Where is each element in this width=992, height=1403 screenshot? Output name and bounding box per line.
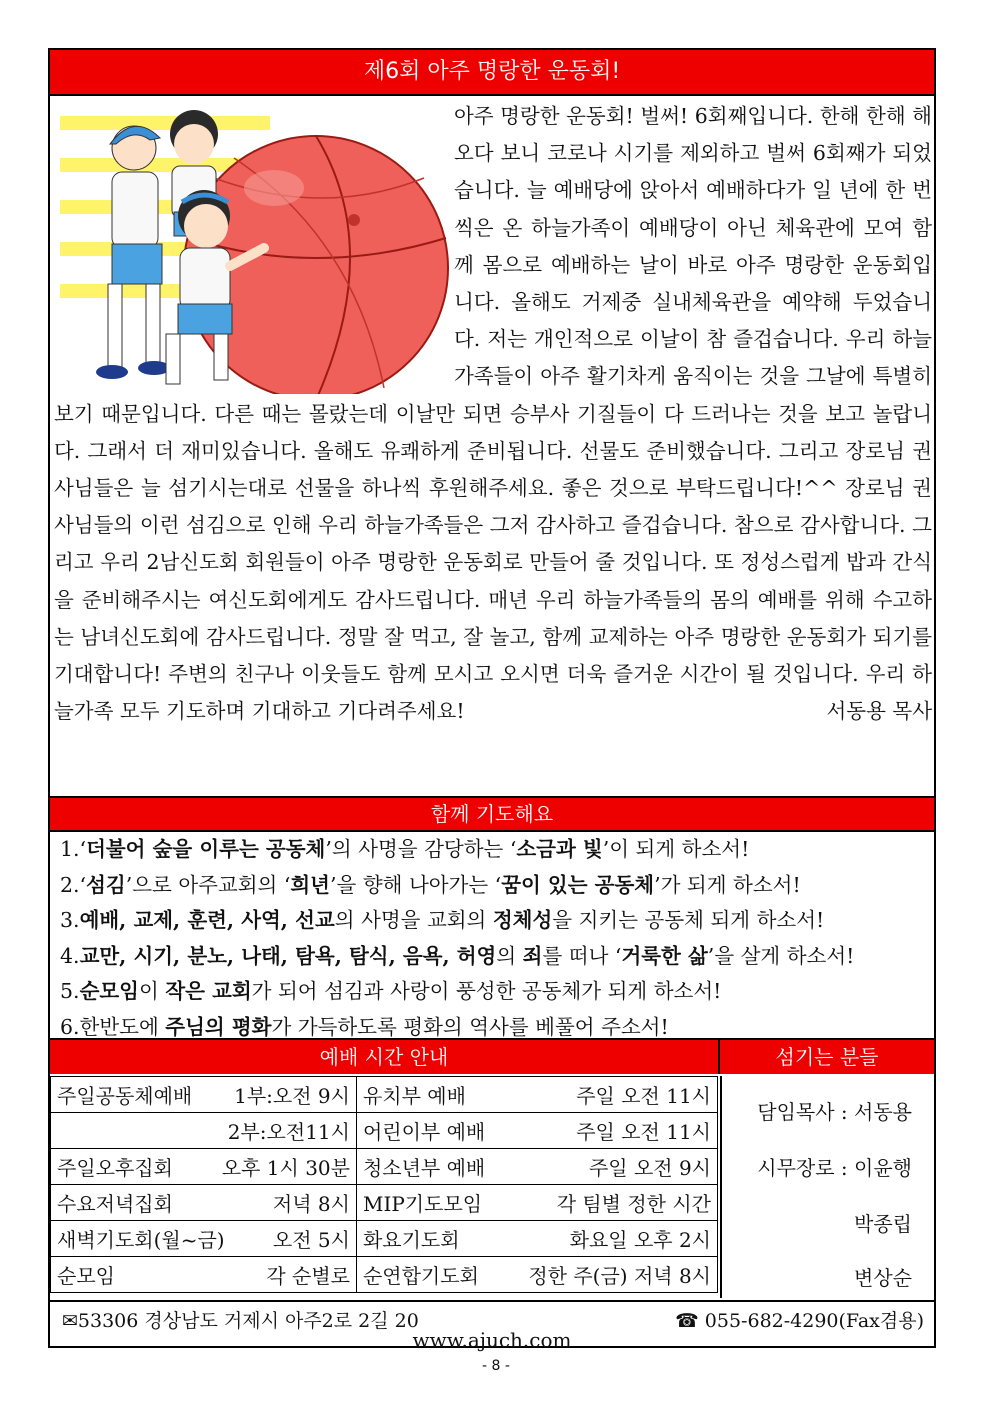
prayer-item-text: 2.‘: [60, 872, 87, 897]
schedule-row: [51, 1221, 718, 1257]
article: [50, 96, 934, 796]
children-pushing-ball-illustration: [54, 98, 454, 394]
service-name: 주일공동체예배: [57, 1084, 193, 1108]
prayer-item-text: 이: [138, 979, 166, 1004]
prayer-item-text: 주님의 평화: [165, 1014, 272, 1039]
prayer-item-text: 희년: [290, 872, 330, 897]
telephone-icon: ☎: [675, 1310, 699, 1332]
prayer-item-text: ’가 되게 하소서!: [654, 872, 801, 897]
prayer-item-text: 가 가득하도록 평화의 역사를 베풀어 주소서!: [271, 1014, 669, 1039]
article-paragraph: 아주 명랑한 운동회! 벌써! 6회째입니다. 한해 한해 해오다 보니 코로나 시기를 제외하고 벌써 6회째가 되었습니다. 늘 예배당에 앉아서 예배하다가 일 년에 한 번씩은 온 하늘가족이 예배당이 아닌 체육관에 모여 함께 몸으로 예배하는 날이 바로 아주 명랑한 운동회입니다. 올해도 거제중 실내체육관을 예약해 두었습니다. 저는 개인적으로 이날이 참 즐겁습니다. 우리 하늘가족들이 아주 활기차게 움직이는 것을 그날에 특별히 보기 때문입니다. 다른 때는 몰랐는데 이날만 되면 승부사 기질들이 다 드러나는 것을 보고 놀랍니다. 그래서 더 재미있습니다. 올해도 유쾌하게 준비됩니다. 선물도 준비했습니다. 그리고 장로님 권사님들은 늘 섬기시는대로 선물을 하나씩 후원해주세요. 좋은 것으로 부탁드립니다!^^ 장로님 권사님들의 이런 섬김으로 인해 우리 하늘가족들은 그저 감사하고 즐겁습니다. 참으로 감사합니다. 그리고 우리 2남신도회 회원들이 아주 명랑한 운동회로 만들어 줄 것입니다. 또 정성스럽게 밥과 간식을 준비해주시는 여신도회에게도 감사드립니다. 매년 우리 하늘가족들의 몸의 예배를 위해 수고하는 남녀신도회에 감사드립니다. 정말 잘 먹고, 잘 놀고, 함께 교제하는 아주 명랑한 운동회가 되기를 기대합니다! 주변의 친구나 이웃들도 함께 모시고 오시면 더욱 즐거운 시간이 될 것입니다. 우리 하늘가족 모두 기도하며 기대하고 기다려주세요!: [54, 104, 932, 724]
schedule-section: [50, 1038, 934, 1300]
service-time: 정한 주(금) 저녁 8시: [528, 1264, 711, 1288]
prayer-item-text: 4.: [60, 943, 80, 968]
schedule-row: [51, 1077, 718, 1113]
service-time: 주일 오전 9시: [588, 1156, 711, 1180]
prayer-list: [60, 832, 930, 1046]
schedule-cell: [51, 1149, 357, 1185]
servant-line: 박종립: [854, 1212, 912, 1236]
prayer-item-text: ’의 사명을 감당하는 ‘: [325, 837, 517, 861]
prayer-item-text: 3.: [60, 908, 80, 933]
schedule-table: [50, 1076, 718, 1293]
prayer-item: [60, 832, 930, 868]
prayer-item-text: 꿈이 있는 공동체: [501, 872, 655, 897]
website-url[interactable]: www.ajuch.com: [412, 1328, 572, 1352]
schedule-cell: [51, 1257, 357, 1293]
schedule-row: [51, 1185, 718, 1221]
schedule-row: [51, 1113, 718, 1149]
prayer-item: [60, 903, 930, 939]
schedule-cell: [51, 1221, 357, 1257]
schedule-heading: 예배 시간 안내: [50, 1040, 720, 1074]
prayer-item-text: 1.‘: [60, 837, 87, 861]
prayer-item-text: 작은 교회: [165, 979, 252, 1004]
schedule-cell: [356, 1185, 717, 1221]
service-name: 주일오후집회: [57, 1156, 173, 1180]
article-body: [54, 98, 932, 730]
schedule-cell: [51, 1185, 357, 1221]
service-name: 청소년부 예배: [362, 1156, 486, 1180]
service-name: 어린이부 예배: [362, 1120, 486, 1144]
page-title: 제6회 아주 명랑한 운동회!: [50, 50, 934, 96]
prayer-item-text: 5.: [60, 979, 80, 1004]
schedule-cell: [51, 1113, 357, 1149]
schedule-row: [51, 1149, 718, 1185]
servant-line: 시무장로 : 이윤행: [757, 1156, 912, 1180]
prayer-item-text: 의 사명을 교회의: [334, 908, 493, 933]
prayer-item-text: ’으로 아주교회의 ‘: [125, 872, 291, 897]
prayer-item-text: 죄: [522, 943, 543, 968]
service-name: 순연합기도회: [362, 1264, 479, 1288]
servants-list: [720, 1076, 936, 1298]
service-time: 화요일 오후 2시: [569, 1228, 711, 1252]
page-frame: [48, 48, 936, 1352]
address-text: 53306 경상남도 거제시 아주2로 2길 20: [77, 1310, 419, 1332]
service-time: 저녁 8시: [272, 1192, 350, 1216]
prayer-item-text: 섬김: [86, 872, 126, 897]
service-time: 1부:오전 9시: [234, 1084, 350, 1108]
prayer-item-text: 거룩한 삶: [621, 943, 708, 968]
phone-text: 055-682-4290(Fax겸용): [704, 1310, 924, 1332]
service-name: MIP기도모임: [362, 1192, 483, 1216]
service-name: 화요기도회: [362, 1228, 460, 1252]
schedule-cell: [356, 1113, 717, 1149]
service-time: 주일 오전 11시: [576, 1084, 711, 1108]
prayer-item-text: 예배, 교제, 훈련, 사역, 선교: [79, 908, 335, 933]
prayer-item-text: 더불어 숲을 이루는 공동체: [86, 837, 326, 861]
servants-heading: 섬기는 분들: [720, 1040, 934, 1074]
service-name: 순모임: [57, 1264, 115, 1288]
schedule-cell: [356, 1149, 717, 1185]
page-number: - 8 -: [482, 1358, 510, 1374]
service-time: 오전 5시: [272, 1228, 350, 1252]
article-signature: 서동용 목사: [826, 699, 932, 724]
service-name: 새벽기도회(월~금): [57, 1228, 225, 1252]
service-time: 2부:오전11시: [227, 1120, 350, 1144]
schedule-row: [51, 1257, 718, 1293]
service-name: 유치부 예배: [362, 1084, 466, 1108]
prayer-item-text: ’을 살게 하소서!: [707, 943, 855, 968]
footer: [50, 1300, 934, 1350]
mail-icon: ✉: [62, 1310, 78, 1332]
service-time: 주일 오전 11시: [576, 1120, 711, 1144]
schedule-cell: [356, 1077, 717, 1113]
schedule-cell: [51, 1077, 357, 1113]
prayer-item: [60, 939, 930, 975]
prayer-item-text: 순모임: [79, 979, 139, 1004]
prayer-item-text: 를 떠나 ‘: [542, 943, 622, 968]
prayer-item-text: 의: [496, 943, 523, 968]
prayer-item-text: ’이 되게 하소서!: [602, 837, 750, 861]
prayer-item-text: 소금과 빛: [516, 837, 603, 861]
prayer-item-text: 교만, 시기, 분노, 나태, 탐욕, 탐식, 음욕, 허영: [79, 943, 497, 968]
prayer-item: [60, 868, 930, 904]
servant-line: 변상순: [854, 1266, 912, 1290]
prayer-item-text: 을 지키는 공동체 되게 하소서!: [552, 908, 825, 933]
service-time: 각 팀별 정한 시간: [556, 1192, 711, 1216]
schedule-cell: [356, 1221, 717, 1257]
prayer-item-text: 가 되어 섬김과 사랑이 풍성한 공동체가 되게 하소서!: [251, 979, 722, 1004]
service-time: 오후 1시 30분: [221, 1156, 350, 1180]
service-name: 수요저녁집회: [57, 1192, 173, 1216]
prayer-item-text: ’을 향해 나아가는 ‘: [329, 872, 502, 897]
servant-line: 담임목사 : 서동용: [757, 1100, 912, 1124]
schedule-cell: [356, 1257, 717, 1293]
prayer-item-text: 6.한반도에: [60, 1014, 166, 1039]
prayer-heading: 함께 기도해요: [50, 796, 934, 832]
prayer-item-text: 정체성: [492, 908, 553, 933]
prayer-item: [60, 974, 930, 1010]
service-time: 각 순별로: [266, 1264, 350, 1288]
